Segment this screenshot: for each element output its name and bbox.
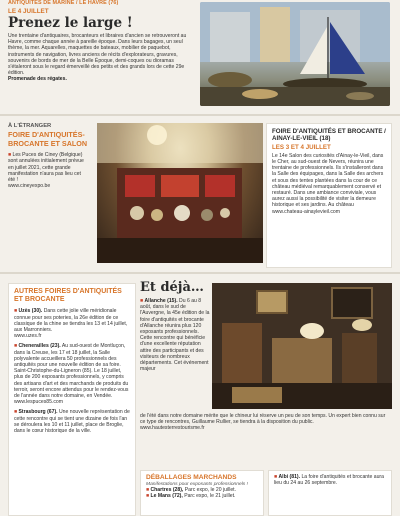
trade-fairs-box [140,470,264,516]
cabinet-illustration [97,123,263,263]
coming-text: Du 6 au 8 août, dans le sud de l'Auvergne, la 45e édition de la foire d'antiquités et brocante d'Allanche réunira plus 120 exposants professionnels. Cette rencontre qui bénéficie d'une excellente réputation attire des participants et des visiteurs de nombreux départements. Cet événement majeur [140,298,210,373]
coming-title: Et déjà… [140,280,204,295]
trade-fair-head: Chartres (28), [150,487,184,493]
trade-fairs-title: DÉBALLAGES MARCHANDS [146,474,237,481]
section-divider [0,272,400,274]
bullet-icon: ■ [140,298,144,304]
article-body [8,33,198,83]
fair-text: Au sud-ouest de Montluçon, dans la Creuse, les 17 et 18 juillet, la Salle polyvalente accueillera 50 professionnels des antiquités pour une nouvelle édition de sa foire. Saint-Christophe-du-Ligneron (85). Le 18 juillet, plus de 200 exposants professionnels, y compris des artisans d'art et des marchands de produits du terroir, seront encore attendus pour le rendez-vous de l'année dans notre domaine, en Vendée. [14,343,129,400]
fair-head: Chenerailles (23). [18,343,61,350]
bullet-icon: ■ [274,474,278,480]
abroad-title: FOIRE D'ANTIQUITÉS-BROCANTE ET SALON [8,130,88,148]
coming-head: Allanche (15). [144,298,178,304]
fair-entry [14,409,130,434]
harbor-photo [200,2,390,106]
fair-entry [14,308,130,339]
abroad-body [8,152,88,189]
fair-text: Une nouvelle représentation de cette rencontre qui se tient une dizaine de fois l'an se déroulera les 10 et 11 juillet, place de Broglie, dans le cœur historique de la ville. [14,409,130,435]
section-kicker: ANTIQUITÉS DE MARINE / LE HAVRE (76) [8,0,119,6]
trade-fair-head: Le Mans (72), [150,493,183,500]
trade-fair-text: Parc expo, le 20 juillet. [184,487,237,493]
feature-body [272,153,386,215]
abroad-kicker: À L'ÉTRANGER [8,123,52,129]
albi-box [268,470,392,516]
boat-illustration [200,2,390,106]
antiques-photo [212,283,392,409]
fair-head: Strasbourg (67). [18,409,58,416]
coming-text-continued: de l'été dans notre domaine mérite que le chineur lui réserve un peu de son temps. Un expert bien connu sur ce type de rencontres, Guillaume Rullier, se tiendra à la disposition du public. [140,413,386,426]
other-fairs-box [8,283,136,516]
coming-body-continued [140,413,392,432]
bullet-icon: ■ [146,493,150,500]
fair-head: Uzès (30). [18,308,43,315]
section-divider [0,114,400,116]
trade-fairs-subtitle: Manifestations pour exposants professionnels ! [146,482,248,487]
trade-fair-item [146,493,258,499]
albi-head: Albi (81). [278,474,301,480]
bullet-icon: ■ [8,152,13,159]
article-footer: Promenade des régates. [8,76,67,83]
fair-link[interactable]: www.uzes.fr [14,333,42,340]
event-date: LE 4 JUILLET [8,8,49,15]
article-title: Prenez le large ! [8,15,133,31]
fair-text: Dans cette jolie ville méridionale connue pour ses poteries, la 26e édition de ce classique de la chine se tiendra les 13 et 14 juillet, aux Marronniers. [14,308,128,334]
coming-link[interactable]: www.hautesterrestourisme.fr [140,425,205,432]
trade-fair-text: Parc expo, le 21 juillet. [184,493,236,500]
bullet-icon: ■ [14,343,18,350]
fair-entry [14,343,130,405]
article-text: Une trentaine d'antiquaires, brocanteurs et libraires d'ancien se retrouveront au Havre, comme chaque année à pareille époque. Dans leurs bagages, un seul thème, la mer. Aquarelles, maquettes de bateaux, mobilier de paquebot, instruments de navigation, livres anciens de récits d'explorateurs, gravures, souvenirs de bords de mer de la Belle Époque, demi-coques ou dioramas s'étaleront sous le regard émerveillé des petits et des grands lors de cette 29e édition. [8,33,187,77]
albi-entry [274,474,386,486]
albi-text: La foire d'antiquités et brocante aura lieu du 24 au 26 septembre. [274,474,384,487]
feature-date: LES 3 ET 4 JUILLET [272,143,331,151]
fair-link[interactable]: www.lespuces85.com [14,399,63,406]
feature-text: Le 14e Salon des curiosités d'Ainay-le-Vieil, dans le Cher, au sud-ouest de Nevers, réunira une trentaine de professionnels. Ils s'installeront dans la Salle des équipages, dans la Salle des archers et sous des tentes plantées dans la cour de ce château médiéval remarquablement conservé et restauré. Dans une ambiance conviviale, vous aurez aussi la possibilité de visiter la demeure historique et ses jardins. Au château [272,152,384,209]
feature-link[interactable]: www.chateau-ainaylevieil.com [272,208,340,215]
coming-body [140,298,210,372]
bullet-icon: ■ [14,409,18,416]
bullet-icon: ■ [14,308,18,315]
interior-illustration [212,283,392,409]
other-fairs-title: AUTRES FOIRES D'ANTIQUITÉS ET BROCANTE [14,288,122,304]
abroad-link[interactable]: www.cineyexpo.be [8,183,51,190]
feature-title: FOIRE D'ANTIQUITÉS ET BROCANTE / AINAY-LE-VIEIL (18) [272,128,386,143]
feature-box [266,123,392,268]
abroad-text: Les Puces de Ciney (Belgique) sont annulées initialement prévue en juillet 2021, cette grande manifestation n'aura pas lieu cet été ! [8,152,84,183]
curiosities-photo [97,123,263,263]
abroad-sidebar [8,123,88,263]
bullet-icon: ■ [146,487,150,493]
